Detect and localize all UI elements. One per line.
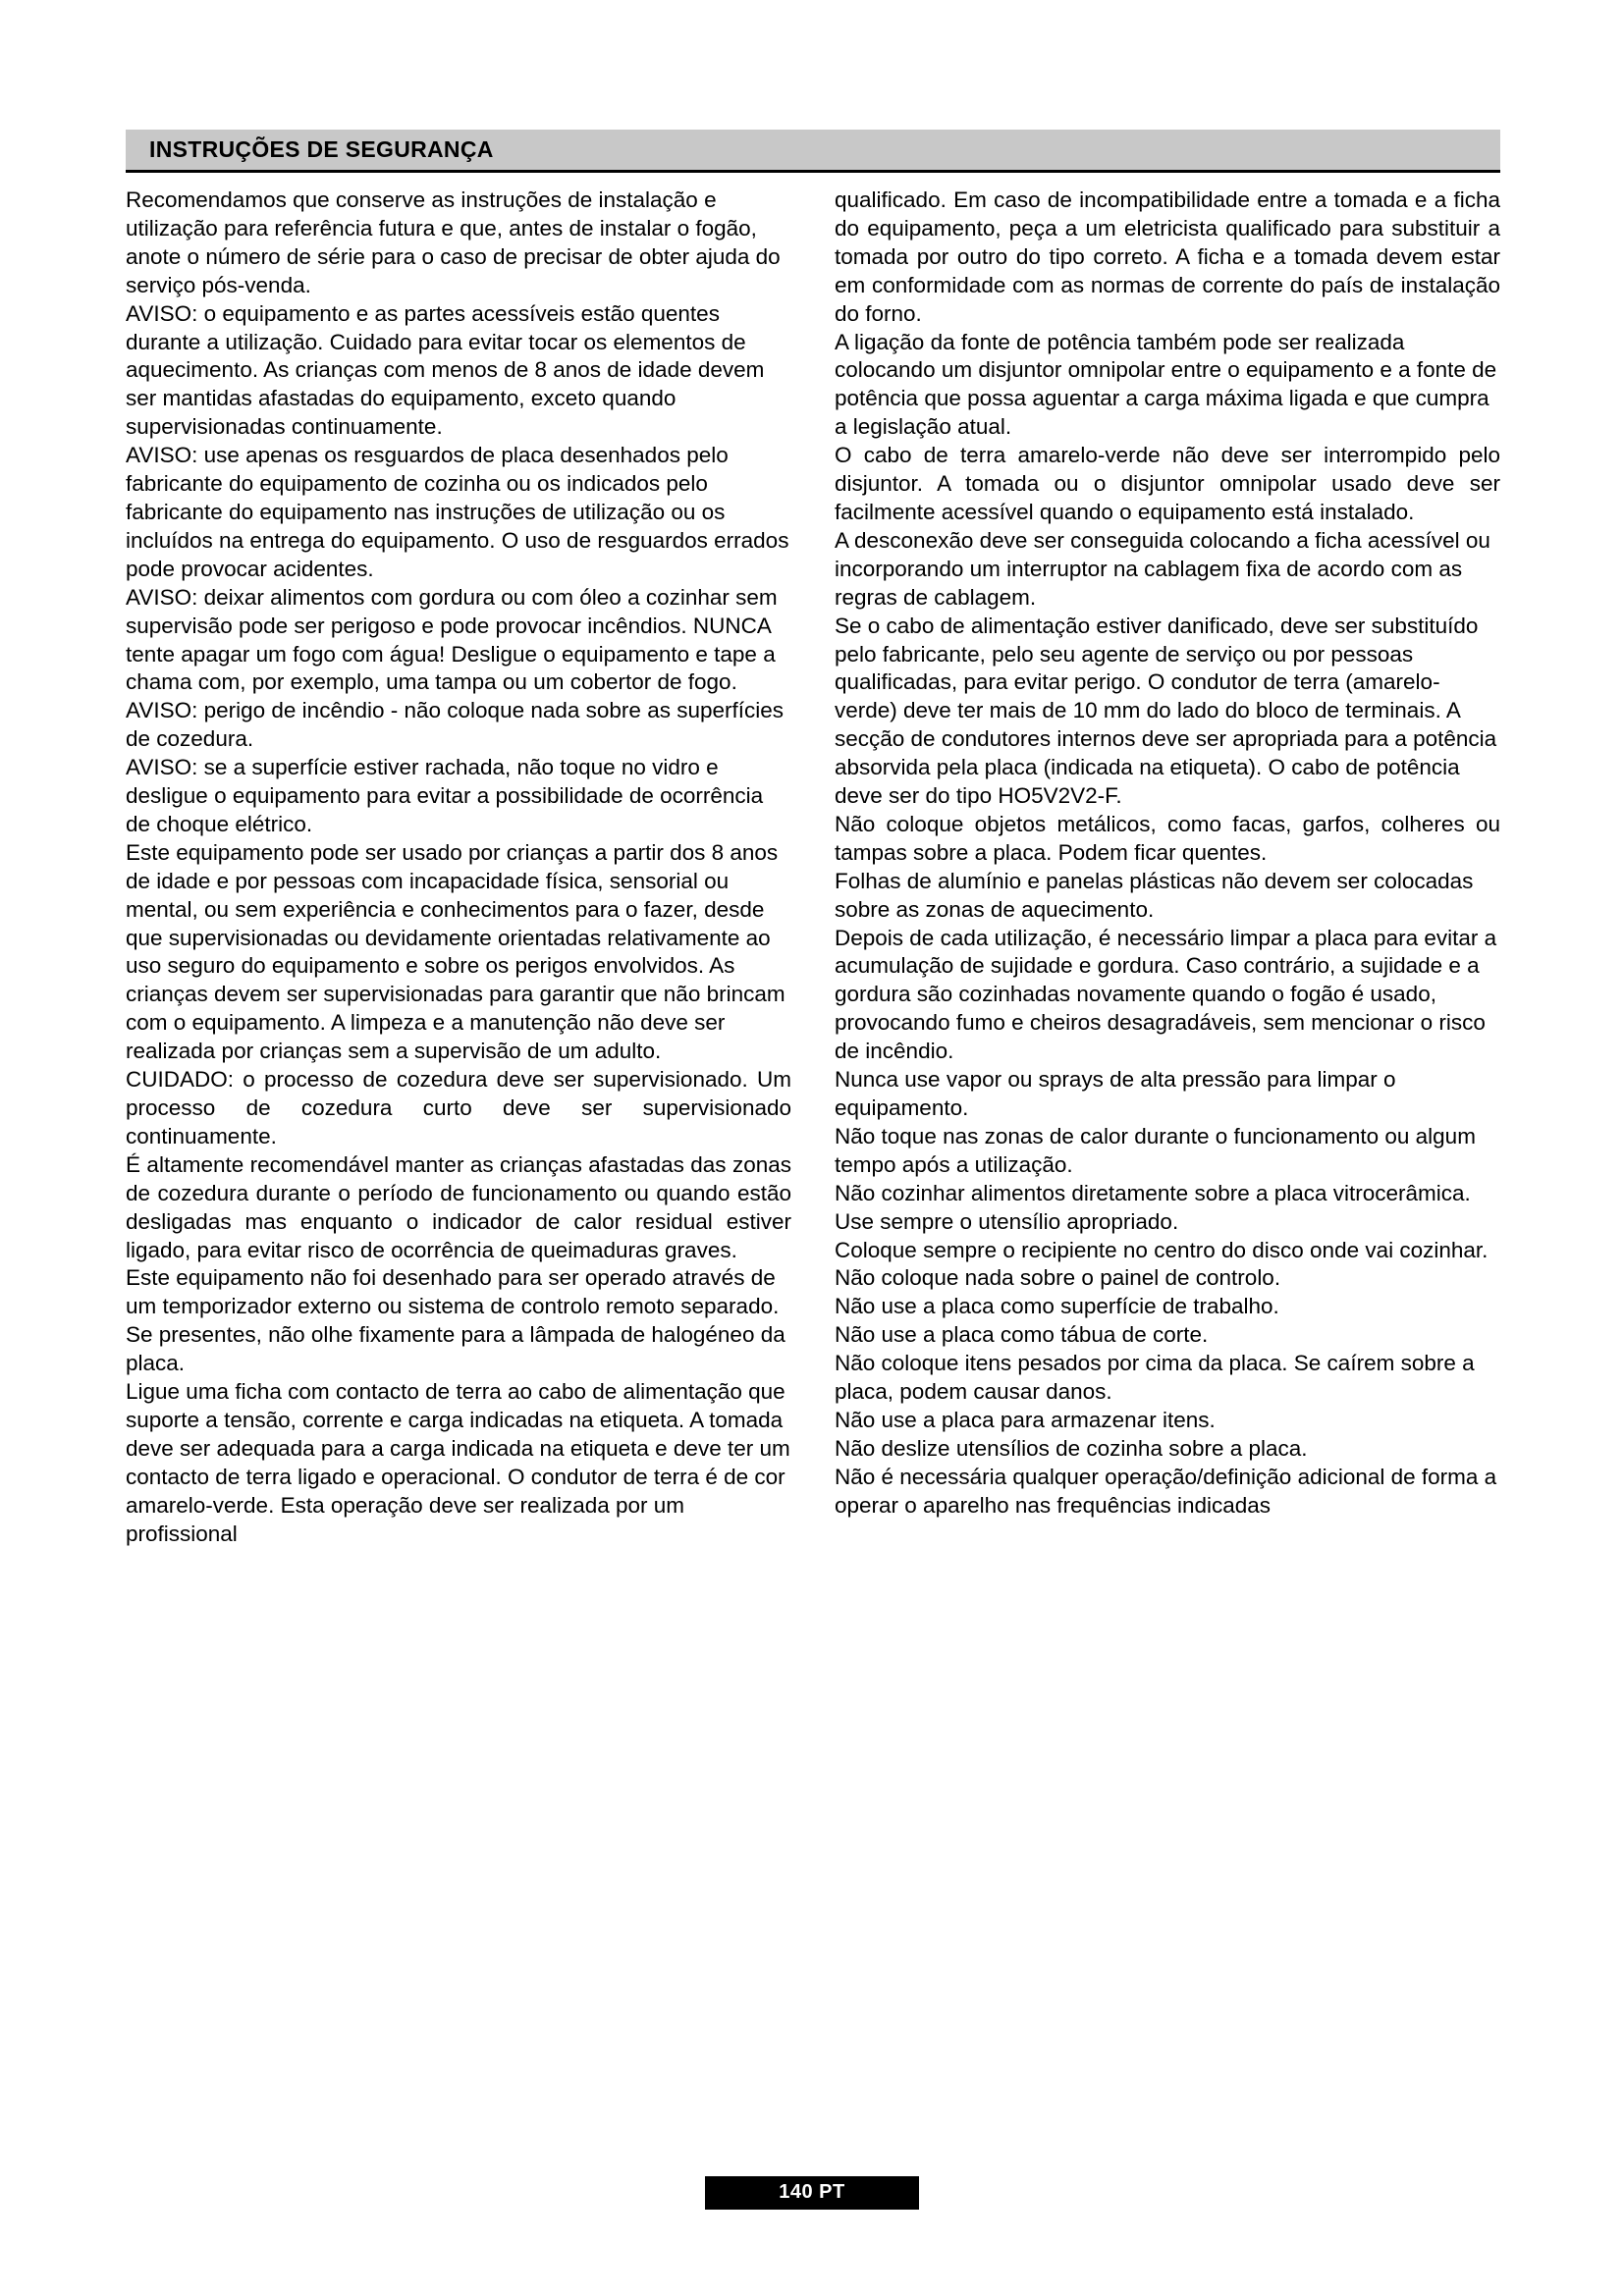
- paragraph: Não use a placa para armazenar itens.: [835, 1407, 1216, 1432]
- paragraph: Este equipamento pode ser usado por crianças a partir dos 8 anos de idade e por pessoas com incapacidade física, sensorial ou mental, ou sem experiência e conhecimentos para o fazer, desde que supervisionadas ou devidamente orientadas relativamente ao uso seguro do equipamento e sobre os perigos envolvidos. As crianças devem ser supervisionadas para garantir que não brincam com o equipamento. A limpeza e a manutenção não deve ser realizada por crianças sem a supervisão de um adulto.: [126, 839, 785, 1064]
- paragraph: AVISO: se a superfície estiver rachada, não toque no vidro e desligue o equipamento para evitar a possibilidade de ocorrência de choque elétrico.: [126, 755, 764, 836]
- paragraph: Não coloque objetos metálicos, como facas, garfos, colheres ou tampas sobre a placa. Podem ficar quentes.: [835, 811, 1500, 865]
- paragraph: Ligue uma ficha com contacto de terra ao cabo de alimentação que suporte a tensão, corrente e carga indicadas na etiqueta. A tomada deve ser adequada para a carga indicada na etiqueta e deve ter um contacto de terra ligado e operacional. O condutor de terra é de cor amarelo-verde. Esta operação deve ser realizada por um profissional: [126, 1379, 790, 1546]
- paragraph: Depois de cada utilização, é necessário limpar a placa para evitar a acumulação de sujidade e gordura. Caso contrário, a sujidade e a gordura são cozinhadas novamente quando o fogão é usado, provocando fumo e cheiros desagradáveis, sem mencionar o risco de incêndio.: [835, 925, 1497, 1064]
- paragraph: AVISO: use apenas os resguardos de placa desenhados pelo fabricante do equipamento de cozinha ou os indicados pelo fabricante do equipamento nas instruções de utilização ou os incluídos na entrega do equipamento. O uso de resguardos errados pode provocar acidentes.: [126, 443, 789, 581]
- page-content: [126, 130, 1500, 1549]
- two-column-body: [126, 187, 1500, 1549]
- paragraph: Recomendamos que conserve as instruções de instalação e utilização para referência futura e que, antes de instalar o fogão, anote o número de série para o caso de precisar de obter ajuda do serviço pós-venda.: [126, 187, 781, 297]
- paragraph: Coloque sempre o recipiente no centro do disco onde vai cozinhar. Não coloque nada sobre o painel de controlo.: [835, 1237, 1489, 1291]
- paragraph: Não é necessária qualquer operação/definição adicional de forma a operar o aparelho nas frequências indicadas: [835, 1464, 1497, 1518]
- paragraph: Não deslize utensílios de cozinha sobre a placa.: [835, 1435, 1308, 1461]
- paragraph: AVISO: perigo de incêndio - não coloque nada sobre as superfícies de cozedura.: [126, 698, 785, 752]
- paragraph: qualificado. Em caso de incompatibilidade entre a tomada e a ficha do equipamento, peça a um eletricista qualificado para substituir a tomada por outro do tipo correto. A ficha e a tomada devem estar em conformidade com as normas de corrente do país de instalação do forno.: [835, 187, 1500, 326]
- paragraph: Não use a placa como tábua de corte.: [835, 1322, 1209, 1348]
- paragraph: A ligação da fonte de potência também pode ser realizada colocando um disjuntor omnipolar entre o equipamento e a fonte de potência que possa aguentar a carga máxima ligada e que cumpra a legislação atual.: [835, 329, 1497, 440]
- paragraph: Se o cabo de alimentação estiver danificado, deve ser substituído pelo fabricante, pelo seu agente de serviço ou por pessoas qualificadas, para evitar perigo. O condutor de terra (amarelo-verde) deve ter mais de 10 mm do lado do bloco de terminais. A secção de condutores internos deve ser apropriada para a potência absorvida pela placa (indicada na etiqueta). O cabo de potência deve ser do tipo HO5V2V2-F.: [835, 613, 1497, 809]
- paragraph: Use sempre o utensílio apropriado.: [835, 1208, 1179, 1234]
- paragraph: Não coloque itens pesados por cima da placa. Se caírem sobre a placa, podem causar danos.: [835, 1351, 1475, 1405]
- paragraph: Este equipamento não foi desenhado para ser operado através de um temporizador externo ou sistema de controlo remoto separado.: [126, 1265, 780, 1319]
- paragraph: AVISO: o equipamento e as partes acessíveis estão quentes durante a utilização. Cuidado para evitar tocar os elementos de aquecimento. As crianças com menos de 8 anos de idade devem ser mantidas afastadas do equipamento, exceto quando supervisionadas continuamente.: [126, 300, 765, 440]
- right-column: [835, 187, 1500, 1549]
- paragraph: Se presentes, não olhe fixamente para a lâmpada de halogéneo da placa.: [126, 1322, 785, 1376]
- paragraph: CUIDADO: o processo de cozedura deve ser supervisionado. Um processo de cozedura curto deve ser supervisionado continuamente.: [126, 1067, 791, 1148]
- paragraph: Não cozinhar alimentos diretamente sobre a placa vitrocerâmica.: [835, 1180, 1471, 1205]
- paragraph: O cabo de terra amarelo-verde não deve ser interrompido pelo disjuntor. A tomada ou o disjuntor omnipolar usado deve ser facilmente acessível quando o equipamento está instalado.: [835, 443, 1500, 524]
- paragraph: AVISO: deixar alimentos com gordura ou com óleo a cozinhar sem supervisão pode ser perigoso e pode provocar incêndios. NUNCA tente apagar um fogo com água! Desligue o equipamento e tape a chama com, por exemplo, uma tampa ou um cobertor de fogo.: [126, 584, 778, 695]
- paragraph: Não use a placa como superfície de trabalho.: [835, 1294, 1279, 1319]
- paragraph: Não toque nas zonas de calor durante o funcionamento ou algum tempo após a utilização.: [835, 1123, 1476, 1177]
- page-number-footer: 140 PT: [705, 2176, 919, 2210]
- section-title-safety-instructions: INSTRUÇÕES DE SEGURANÇA: [126, 130, 1500, 173]
- paragraph: Folhas de alumínio e panelas plásticas não devem ser colocadas sobre as zonas de aquecimento.: [835, 868, 1474, 922]
- paragraph: É altamente recomendável manter as crianças afastadas das zonas de cozedura durante o período de funcionamento ou quando estão desligadas mas enquanto o indicador de calor residual estiver ligado, para evitar risco de ocorrência de queimaduras graves.: [126, 1151, 791, 1262]
- paragraph: Nunca use vapor ou sprays de alta pressão para limpar o equipamento.: [835, 1067, 1396, 1120]
- paragraph: A desconexão deve ser conseguida colocando a ficha acessível ou incorporando um interruptor na cablagem fixa de acordo com as regras de cablagem.: [835, 527, 1490, 610]
- left-column: [126, 187, 791, 1549]
